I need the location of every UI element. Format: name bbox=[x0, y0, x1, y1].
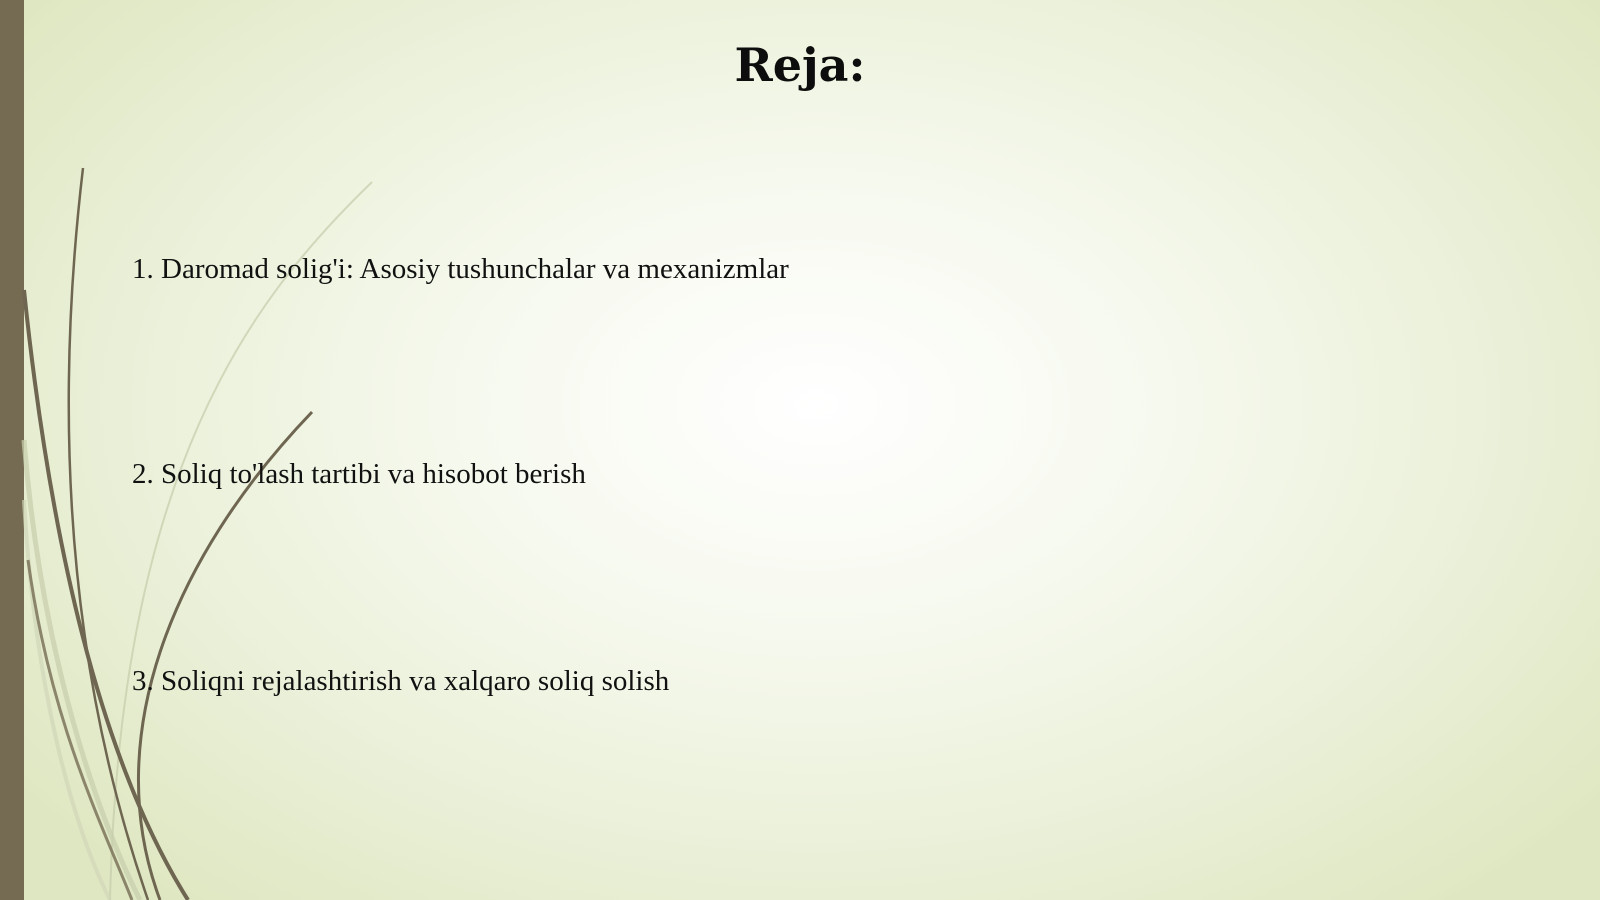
plan-item-3: 3. Soliqni rejalashtirish va xalqaro soliq solish bbox=[132, 665, 670, 697]
grass-blade-faint-1 bbox=[110, 182, 372, 900]
grass-blade-2 bbox=[24, 290, 188, 900]
slide-title: Reja: bbox=[734, 38, 866, 92]
plan-item-2: 2. Soliq to'lash tartibi va hisobot berish bbox=[132, 458, 586, 490]
grass-decoration bbox=[0, 0, 420, 900]
plan-item-1: 1. Daromad solig'i: Asosiy tushunchalar va mexanizmlar bbox=[132, 253, 789, 285]
